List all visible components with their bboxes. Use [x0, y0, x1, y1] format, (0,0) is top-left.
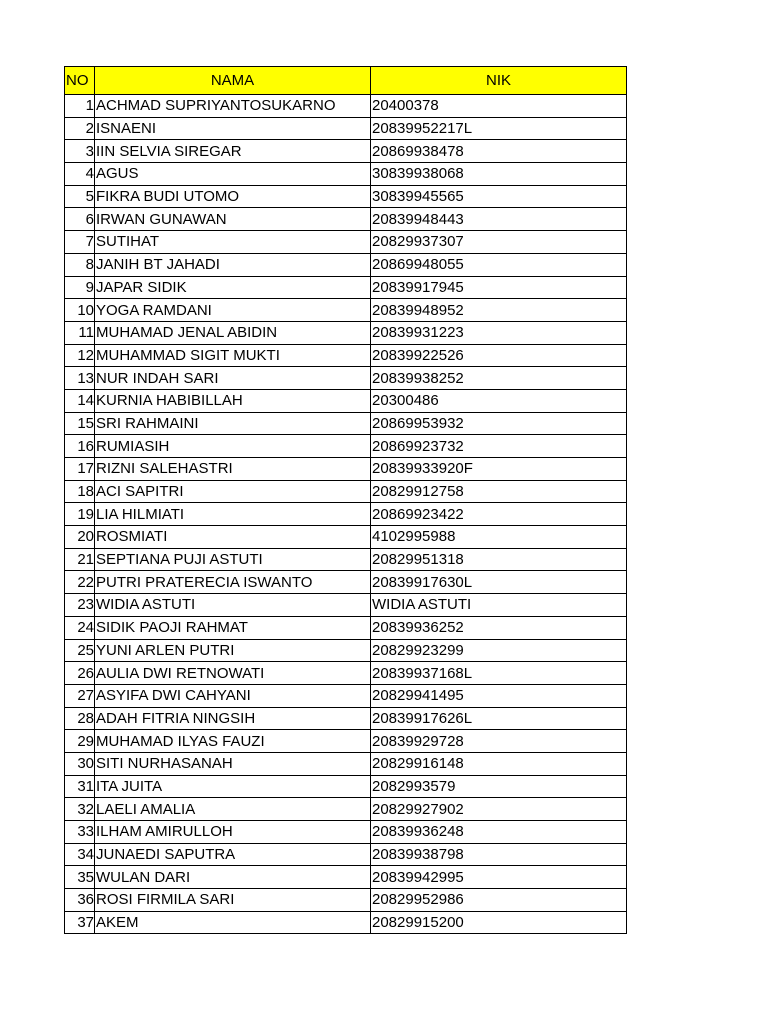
- cell-nik[interactable]: 20839952217L: [371, 117, 627, 140]
- cell-no[interactable]: 17: [65, 458, 95, 481]
- table-row: [65, 707, 627, 730]
- cell-nik[interactable]: 20869953932: [371, 412, 627, 435]
- table-row: [65, 798, 627, 821]
- cell-no[interactable]: 26: [65, 662, 95, 685]
- cell-no[interactable]: 15: [65, 412, 95, 435]
- cell-no[interactable]: 29: [65, 730, 95, 753]
- cell-nama[interactable]: YOGA RAMDANI: [95, 299, 371, 322]
- table-row: [65, 526, 627, 549]
- table-row: [65, 389, 627, 412]
- cell-no[interactable]: 21: [65, 548, 95, 571]
- cell-no[interactable]: 8: [65, 253, 95, 276]
- cell-nik[interactable]: 20839948952: [371, 299, 627, 322]
- cell-nama[interactable]: KURNIA HABIBILLAH: [95, 389, 371, 412]
- cell-nama[interactable]: ITA JUITA: [95, 775, 371, 798]
- cell-nik[interactable]: 4102995988: [371, 526, 627, 549]
- cell-nama[interactable]: IIN SELVIA SIREGAR: [95, 140, 371, 163]
- cell-no[interactable]: 34: [65, 843, 95, 866]
- cell-nama[interactable]: AGUS: [95, 163, 371, 186]
- cell-no[interactable]: 16: [65, 435, 95, 458]
- cell-no[interactable]: 23: [65, 594, 95, 617]
- cell-nama[interactable]: ROSMIATI: [95, 526, 371, 549]
- table-row: [65, 684, 627, 707]
- cell-nama[interactable]: MUHAMAD ILYAS FAUZI: [95, 730, 371, 753]
- cell-no[interactable]: 28: [65, 707, 95, 730]
- cell-nama[interactable]: JANIH BT JAHADI: [95, 253, 371, 276]
- header-no[interactable]: NO: [65, 67, 95, 95]
- cell-no[interactable]: 5: [65, 185, 95, 208]
- table-row: [65, 662, 627, 685]
- table-row: [65, 276, 627, 299]
- table-row: [65, 480, 627, 503]
- table-row: [65, 639, 627, 662]
- cell-no[interactable]: 37: [65, 911, 95, 934]
- cell-nama[interactable]: AKEM: [95, 911, 371, 934]
- cell-nik[interactable]: 20839938798: [371, 843, 627, 866]
- cell-nama[interactable]: RUMIASIH: [95, 435, 371, 458]
- cell-nama[interactable]: WIDIA ASTUTI: [95, 594, 371, 617]
- cell-nik[interactable]: 20839922526: [371, 344, 627, 367]
- cell-nama[interactable]: IRWAN GUNAWAN: [95, 208, 371, 231]
- cell-nik[interactable]: 20869923732: [371, 435, 627, 458]
- cell-nik[interactable]: 20829927902: [371, 798, 627, 821]
- cell-nik[interactable]: 20829941495: [371, 684, 627, 707]
- table-row: [65, 321, 627, 344]
- cell-nama[interactable]: ISNAENI: [95, 117, 371, 140]
- table-row: [65, 299, 627, 322]
- cell-nik[interactable]: 20839933920F: [371, 458, 627, 481]
- table-row: [65, 435, 627, 458]
- cell-no[interactable]: 6: [65, 208, 95, 231]
- table-row: [65, 458, 627, 481]
- cell-nik[interactable]: 20839917945: [371, 276, 627, 299]
- table-row: [65, 117, 627, 140]
- table-row: [65, 752, 627, 775]
- cell-nama[interactable]: LAELI AMALIA: [95, 798, 371, 821]
- cell-nik[interactable]: 20829937307: [371, 231, 627, 254]
- cell-no[interactable]: 22: [65, 571, 95, 594]
- cell-no[interactable]: 33: [65, 821, 95, 844]
- cell-no[interactable]: 2: [65, 117, 95, 140]
- cell-nama[interactable]: ACHMAD SUPRIYANTOSUKARNO: [95, 95, 371, 118]
- cell-no[interactable]: 3: [65, 140, 95, 163]
- cell-no[interactable]: 20: [65, 526, 95, 549]
- cell-no[interactable]: 31: [65, 775, 95, 798]
- cell-nama[interactable]: RIZNI SALEHASTRI: [95, 458, 371, 481]
- table-row: [65, 843, 627, 866]
- cell-nik[interactable]: 20400378: [371, 95, 627, 118]
- table-row: [65, 208, 627, 231]
- cell-no[interactable]: 18: [65, 480, 95, 503]
- cell-nik[interactable]: 20300486: [371, 389, 627, 412]
- cell-no[interactable]: 36: [65, 889, 95, 912]
- cell-nama[interactable]: JAPAR SIDIK: [95, 276, 371, 299]
- cell-no[interactable]: 9: [65, 276, 95, 299]
- cell-nama[interactable]: MUHAMMAD SIGIT MUKTI: [95, 344, 371, 367]
- cell-nik[interactable]: 2082993579: [371, 775, 627, 798]
- cell-no[interactable]: 4: [65, 163, 95, 186]
- cell-no[interactable]: 1: [65, 95, 95, 118]
- table-row: [65, 911, 627, 934]
- cell-nik[interactable]: 20839929728: [371, 730, 627, 753]
- table-row: [65, 503, 627, 526]
- cell-nama[interactable]: ILHAM AMIRULLOH: [95, 821, 371, 844]
- cell-nama[interactable]: LIA HILMIATI: [95, 503, 371, 526]
- table-row: [65, 866, 627, 889]
- cell-nama[interactable]: SEPTIANA PUJI ASTUTI: [95, 548, 371, 571]
- cell-nama[interactable]: JUNAEDI SAPUTRA: [95, 843, 371, 866]
- cell-nama[interactable]: PUTRI PRATERECIA ISWANTO: [95, 571, 371, 594]
- cell-nik[interactable]: 20829912758: [371, 480, 627, 503]
- cell-nama[interactable]: ROSI FIRMILA SARI: [95, 889, 371, 912]
- cell-nik[interactable]: 20829952986: [371, 889, 627, 912]
- cell-nama[interactable]: AULIA DWI RETNOWATI: [95, 662, 371, 685]
- cell-no[interactable]: 10: [65, 299, 95, 322]
- cell-nik[interactable]: 20829951318: [371, 548, 627, 571]
- cell-nik[interactable]: 20839917630L: [371, 571, 627, 594]
- table-row: [65, 344, 627, 367]
- cell-nik[interactable]: WIDIA ASTUTI: [371, 594, 627, 617]
- cell-nama[interactable]: ASYIFA DWI CAHYANI: [95, 684, 371, 707]
- cell-no[interactable]: 30: [65, 752, 95, 775]
- table-row: [65, 412, 627, 435]
- table-row: [65, 253, 627, 276]
- table-row: [65, 594, 627, 617]
- employee-table: [64, 66, 627, 934]
- cell-no[interactable]: 25: [65, 639, 95, 662]
- cell-nik[interactable]: 20839936248: [371, 821, 627, 844]
- cell-nik[interactable]: 20839936252: [371, 616, 627, 639]
- table-row: [65, 730, 627, 753]
- table-row: [65, 616, 627, 639]
- cell-nik[interactable]: 30839945565: [371, 185, 627, 208]
- table-row: [65, 367, 627, 390]
- cell-nama[interactable]: SIDIK PAOJI RAHMAT: [95, 616, 371, 639]
- cell-no[interactable]: 35: [65, 866, 95, 889]
- table-row: [65, 140, 627, 163]
- table-row: [65, 231, 627, 254]
- cell-nik[interactable]: 20829923299: [371, 639, 627, 662]
- table-row: [65, 548, 627, 571]
- table-row: [65, 185, 627, 208]
- cell-nama[interactable]: MUHAMAD JENAL ABIDIN: [95, 321, 371, 344]
- cell-nik[interactable]: 20839942995: [371, 866, 627, 889]
- table-header: [65, 67, 627, 95]
- cell-nik[interactable]: 20869923422: [371, 503, 627, 526]
- table-row: [65, 775, 627, 798]
- cell-no[interactable]: 14: [65, 389, 95, 412]
- table-row: [65, 163, 627, 186]
- cell-no[interactable]: 19: [65, 503, 95, 526]
- cell-no[interactable]: 11: [65, 321, 95, 344]
- cell-nama[interactable]: WULAN DARI: [95, 866, 371, 889]
- table-body: [65, 95, 627, 934]
- cell-nama[interactable]: FIKRA BUDI UTOMO: [95, 185, 371, 208]
- header-row: [65, 67, 627, 95]
- cell-no[interactable]: 12: [65, 344, 95, 367]
- cell-no[interactable]: 27: [65, 684, 95, 707]
- cell-nik[interactable]: 20869948055: [371, 253, 627, 276]
- cell-nama[interactable]: SRI RAHMAINI: [95, 412, 371, 435]
- header-nama[interactable]: NAMA: [95, 67, 371, 95]
- cell-nama[interactable]: NUR INDAH SARI: [95, 367, 371, 390]
- cell-nama[interactable]: YUNI ARLEN PUTRI: [95, 639, 371, 662]
- cell-no[interactable]: 32: [65, 798, 95, 821]
- cell-nik[interactable]: 20869938478: [371, 140, 627, 163]
- cell-nik[interactable]: 20839938252: [371, 367, 627, 390]
- cell-nik[interactable]: 20839917626L: [371, 707, 627, 730]
- cell-nama[interactable]: ACI SAPITRI: [95, 480, 371, 503]
- cell-nama[interactable]: ADAH FITRIA NINGSIH: [95, 707, 371, 730]
- table-row: [65, 821, 627, 844]
- cell-nik[interactable]: 30839938068: [371, 163, 627, 186]
- cell-no[interactable]: 24: [65, 616, 95, 639]
- header-nik[interactable]: NIK: [371, 67, 627, 95]
- cell-nik[interactable]: 20829915200: [371, 911, 627, 934]
- cell-nik[interactable]: 20829916148: [371, 752, 627, 775]
- table-row: [65, 571, 627, 594]
- table-row: [65, 889, 627, 912]
- cell-nama[interactable]: SITI NURHASANAH: [95, 752, 371, 775]
- table-row: [65, 95, 627, 118]
- cell-nik[interactable]: 20839948443: [371, 208, 627, 231]
- cell-nama[interactable]: SUTIHAT: [95, 231, 371, 254]
- cell-nik[interactable]: 20839931223: [371, 321, 627, 344]
- cell-nik[interactable]: 20839937168L: [371, 662, 627, 685]
- cell-no[interactable]: 7: [65, 231, 95, 254]
- cell-no[interactable]: 13: [65, 367, 95, 390]
